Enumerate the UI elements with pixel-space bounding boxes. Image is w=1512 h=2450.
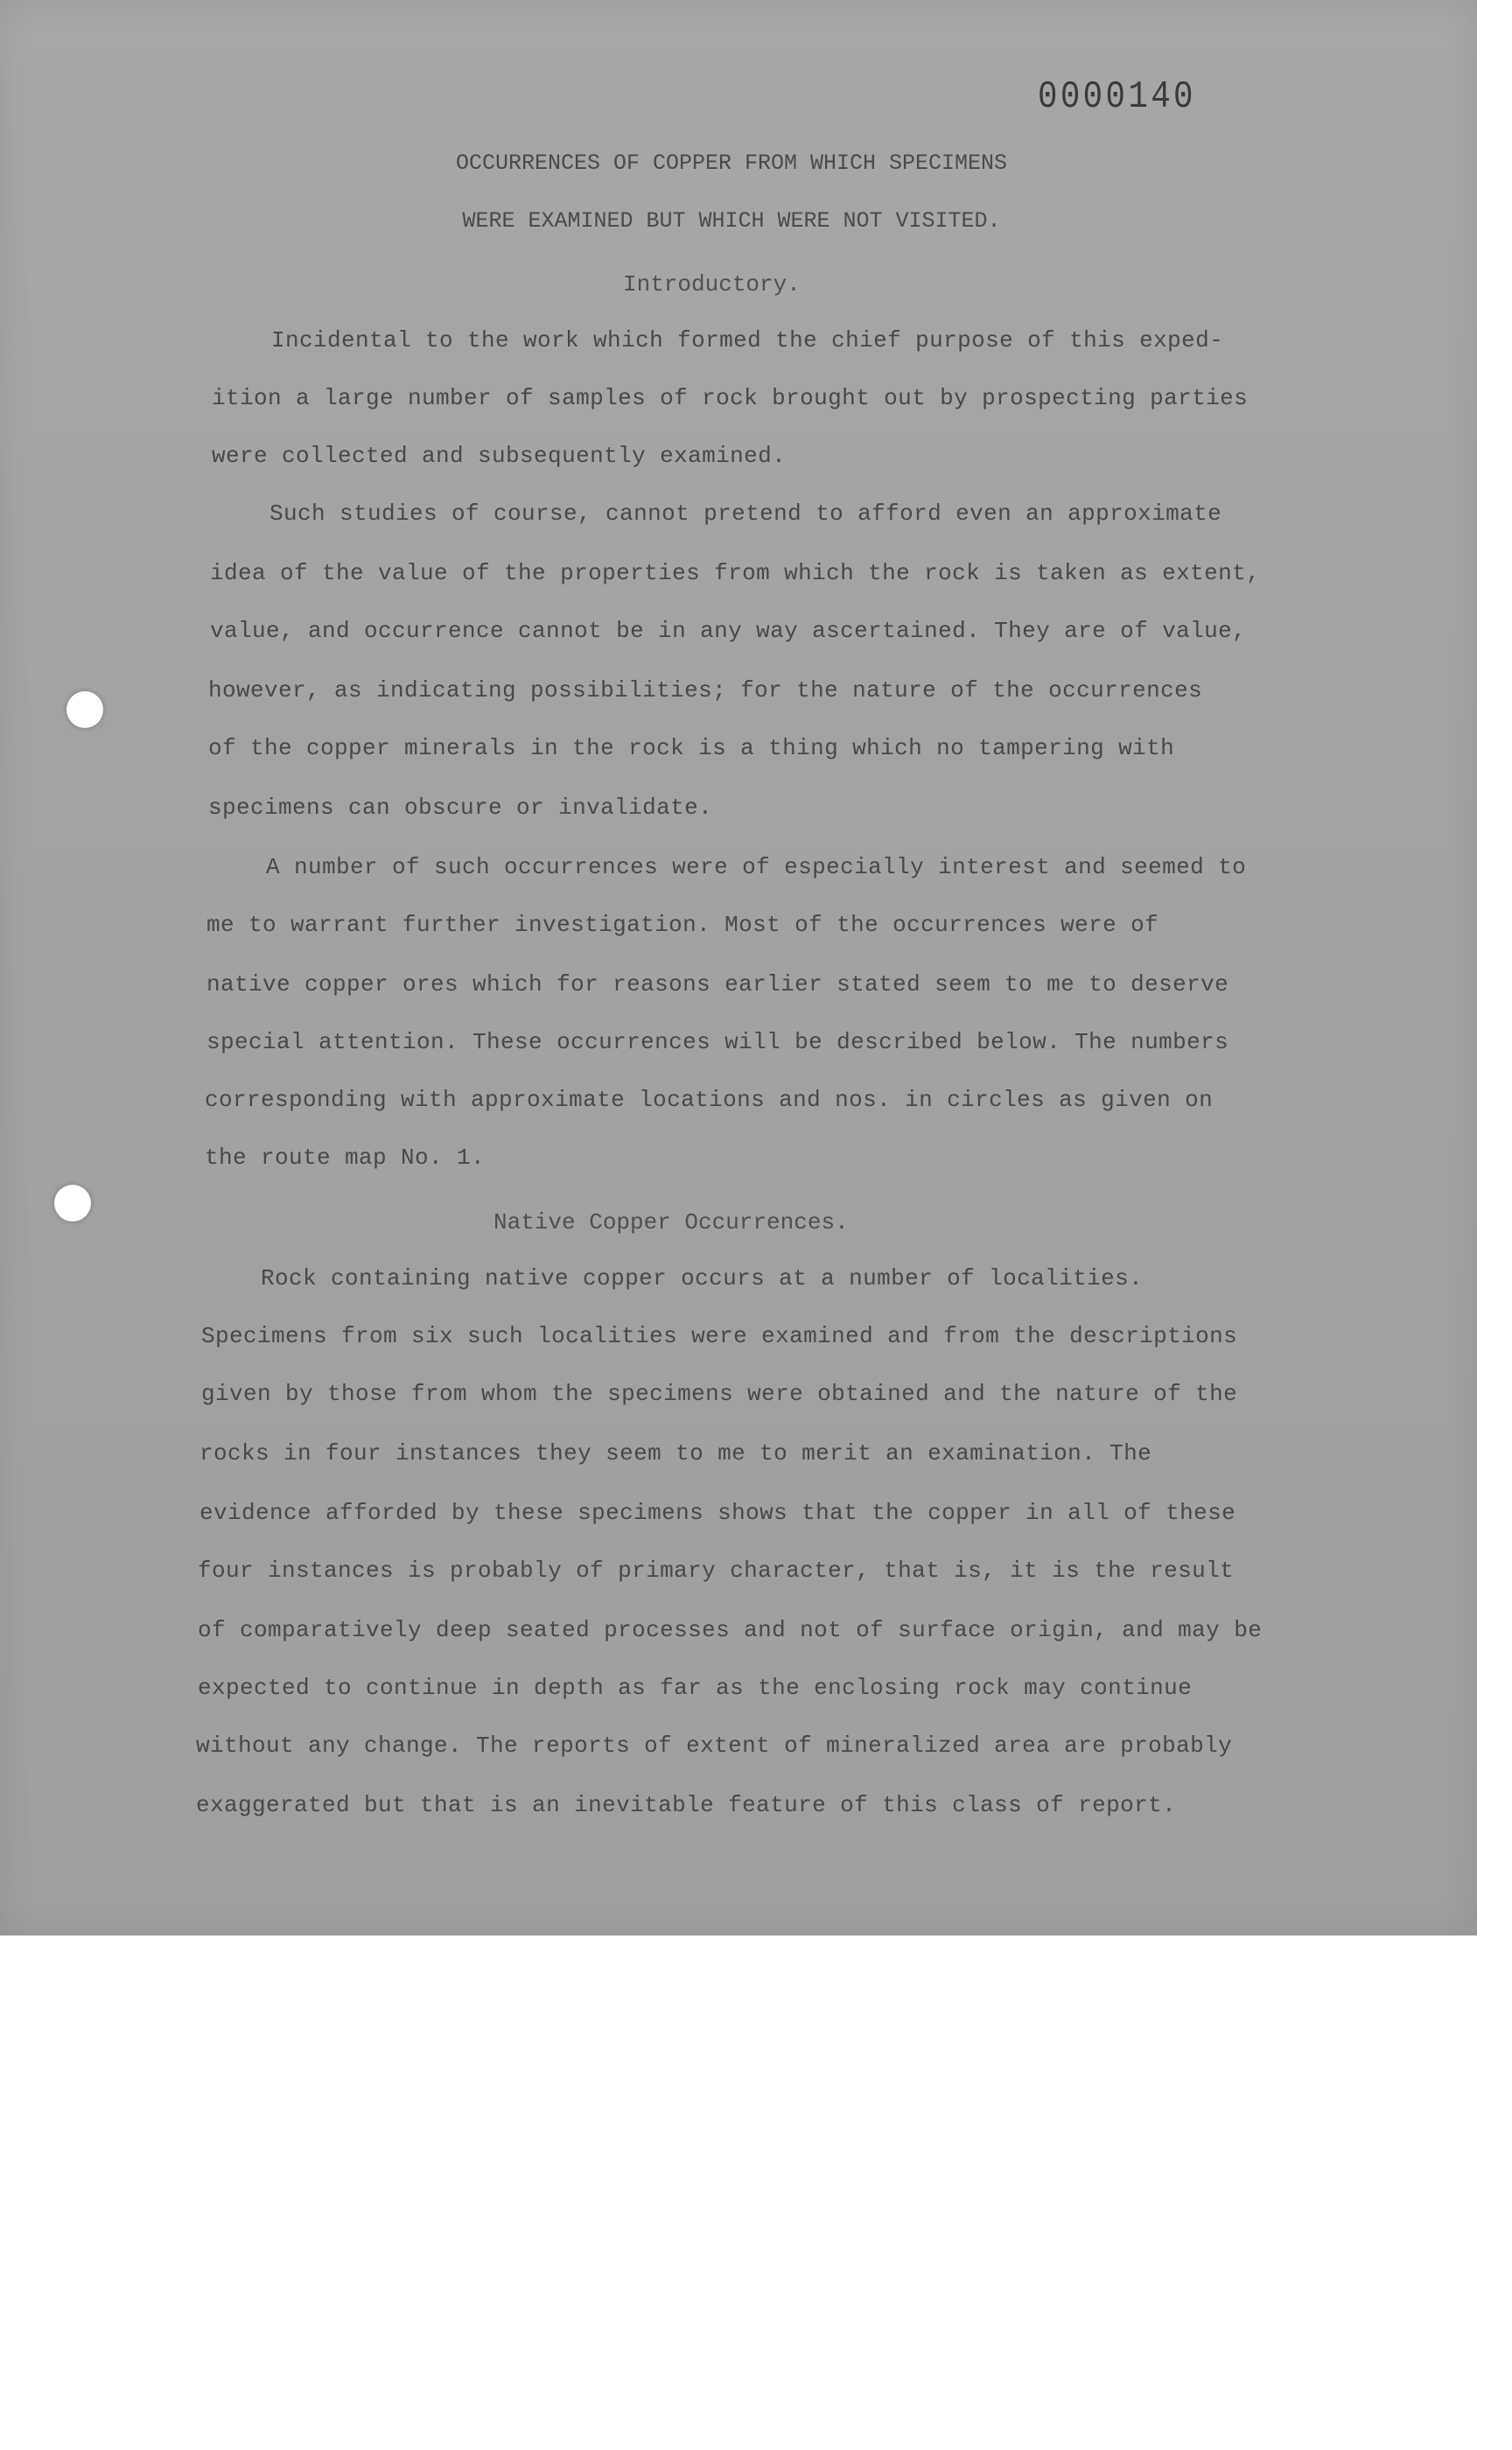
text-line: specimens can obscure or invalidate. [208,794,713,821]
punch-hole [66,691,103,728]
text-line: native copper ores which for reasons earlier stated seem to me to deserve [206,971,1229,998]
text-line: without any change. The reports of extent of mineralized area are probably [196,1732,1233,1759]
text-line: A number of such occurrences were of especially interest and seemed to [266,854,1247,880]
text-line: exaggerated but that is an inevitable feature of this class of report. [196,1792,1177,1818]
text-line: rocks in four instances they seem to me to merit an examination. The [200,1440,1152,1466]
section-heading-native-copper: Native Copper Occurrences. [494,1209,849,1236]
text-line: expected to continue in depth as far as the enclosing rock may continue [198,1675,1193,1701]
text-line: of the copper minerals in the rock is a thing which no tampering with [208,735,1175,761]
text-line: idea of the value of the properties from which the rock is taken as extent, [210,560,1261,586]
title-line-1: OCCURRENCES OF COPPER FROM WHICH SPECIMENS [455,150,1008,176]
text-line: me to warrant further investigation. Most of the occurrences were of [206,912,1159,938]
text-line: value, and occurrence cannot be in any way ascertained. They are of value, [210,618,1247,644]
title-line-2: WERE EXAMINED BUT WHICH WERE NOT VISITED. [462,208,1001,234]
text-line: Such studies of course, cannot pretend to afford even an approximate [270,500,1222,527]
text-line: evidence afforded by these specimens shows that the copper in all of these [200,1500,1236,1526]
text-line: were collected and subsequently examined. [212,443,787,469]
text-line: four instances is probably of primary character, that is, it is the result [198,1558,1235,1584]
text-line: Incidental to the work which formed the chief purpose of this exped- [271,327,1224,354]
text-line: the route map No. 1. [205,1144,486,1171]
section-heading-introductory: Introductory. [623,271,801,298]
text-line: special attention. These occurrences will be described below. The numbers [206,1029,1229,1055]
text-line: ition a large number of samples of rock brought out by prospecting parties [212,385,1249,411]
text-line: Rock containing native copper occurs at a number of localities. [261,1265,1144,1292]
text-line: Specimens from six such localities were examined and from the descriptions [201,1323,1238,1349]
text-line: however, as indicating possibilities; for the nature of the occurrences [208,677,1203,704]
text-line: of comparatively deep seated processes and not of surface origin, and may be [198,1617,1263,1643]
text-line: corresponding with approximate locations and nos. in circles as given on [205,1087,1214,1113]
text-line: given by those from whom the specimens were obtained and the nature of the [201,1381,1238,1407]
document-number: 0000140 [1038,75,1196,119]
punch-hole [54,1185,91,1222]
